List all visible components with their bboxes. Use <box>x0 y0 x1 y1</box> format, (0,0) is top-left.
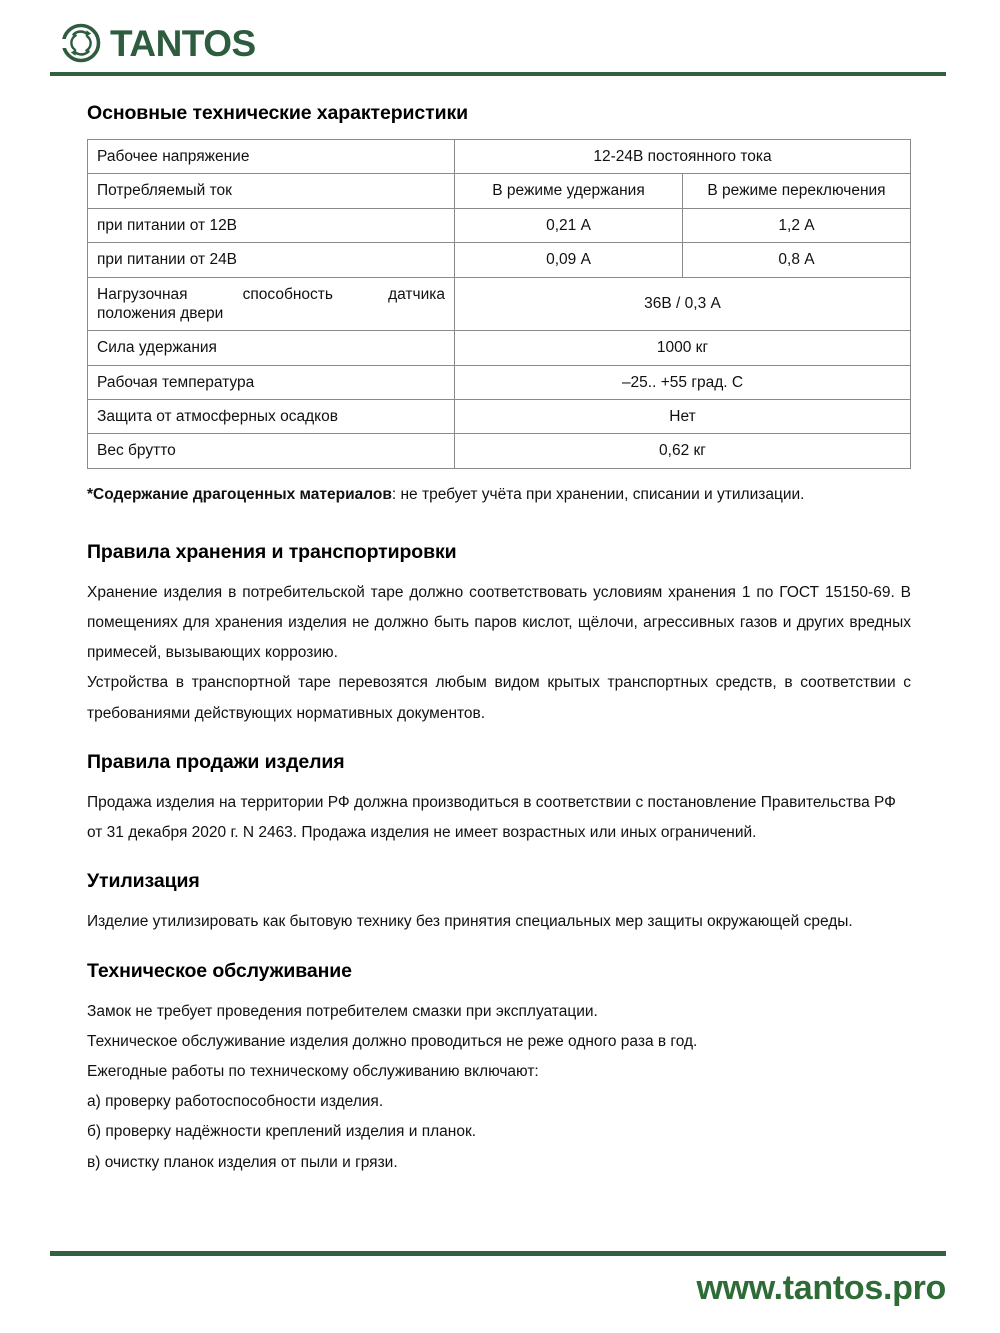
sales-section-title: Правила продажи изделия <box>87 750 345 773</box>
spec-label: Рабочая температура <box>88 365 455 399</box>
spec-label-line-2: положения двери <box>97 304 224 322</box>
spec-label: при питании от 12В <box>88 208 455 242</box>
spec-value: 0,8 А <box>683 243 911 277</box>
list-item: в) очистку планок изделия от пыли и грязи. <box>87 1153 398 1171</box>
storage-paragraph-2: Устройства в транспортной таре перевозятся любым видом крытых транспортных средств, в соответствии с требованиями действующих нормативных документов. <box>87 674 911 722</box>
spec-value: Нет <box>455 400 911 434</box>
spec-label: Рабочее напряжение <box>88 140 455 174</box>
spec-value: –25.. +55 град. С <box>455 365 911 399</box>
note-bold-part: *Содержание драгоценных материалов <box>87 485 392 503</box>
table-row <box>88 174 911 208</box>
specifications-table <box>87 139 911 469</box>
note-rest-part: : не требует учёта при хранении, списании и утилизации. <box>391 485 805 503</box>
maintenance-section-title: Техническое обслуживание <box>87 959 352 982</box>
table-row <box>88 434 911 468</box>
table-row <box>88 331 911 365</box>
page-header <box>0 0 1000 82</box>
spec-label-line-1: Нагрузочная способность датчика <box>97 285 445 303</box>
document-content <box>87 102 911 1178</box>
spec-value: 1000 кг <box>455 331 911 365</box>
maintenance-paragraph-1: Замок не требует проведения потребителем смазки при эксплуатации. <box>87 1002 598 1020</box>
list-item: а) проверку работоспособности изделия. <box>87 1093 384 1111</box>
brand-logo <box>60 22 256 64</box>
spec-value-hold-mode: В режиме удержания <box>455 174 683 208</box>
spec-label: Потребляемый ток <box>88 174 455 208</box>
page-footer <box>0 1245 1000 1333</box>
brand-wordmark: TANTOS <box>110 22 256 64</box>
sales-paragraph-1: Продажа изделия на территории РФ должна производиться в соответствии с постановление Правительства РФ от 31 декабря 2020 г. N 2463. Продажа изделия не имеет возрастных или иных ограничений. <box>87 793 896 842</box>
header-divider <box>50 72 946 76</box>
spec-value: 1,2 А <box>683 208 911 242</box>
footer-divider <box>50 1251 946 1256</box>
spec-label: Вес брутто <box>88 434 455 468</box>
table-row <box>88 277 911 331</box>
storage-paragraph-1: Хранение изделия в потребительской таре должно соответствовать условиям хранения 1 по ГОСТ 15150-69. В помещениях для хранения изделия не должно быть паров кислот, щёлочи, агрессивных газов и других вредных примесей, вызывающих коррозию. <box>87 583 911 662</box>
spec-value: 36В / 0,3 А <box>455 277 911 331</box>
table-row <box>88 208 911 242</box>
spec-section-title: Основные технические характеристики <box>87 102 469 124</box>
spec-label: при питании от 24В <box>88 243 455 277</box>
spec-value: 0,09 А <box>455 243 683 277</box>
spec-label: Защита от атмосферных осадков <box>88 400 455 434</box>
spec-value: 0,62 кг <box>455 434 911 468</box>
website-url[interactable]: www.tantos.pro <box>696 1269 946 1307</box>
disposal-paragraph-1: Изделие утилизировать как бытовую технику без принятия специальных мер защиты окружающей среды. <box>87 913 853 931</box>
spec-label <box>88 277 455 331</box>
table-row <box>88 400 911 434</box>
disposal-section <box>87 870 911 937</box>
list-item: б) проверку надёжности креплений изделия и планок. <box>87 1123 477 1141</box>
disposal-section-title: Утилизация <box>87 870 200 893</box>
table-row <box>88 243 911 277</box>
table-row <box>88 140 911 174</box>
precious-materials-note <box>87 483 911 507</box>
storage-section-title: Правила хранения и транспортировки <box>87 540 457 563</box>
table-row <box>88 365 911 399</box>
spec-value-switch-mode: В режиме переключения <box>683 174 911 208</box>
spec-label: Сила удержания <box>88 331 455 365</box>
sales-section <box>87 751 911 848</box>
maintenance-paragraph-3: Ежегодные работы по техническому обслуживанию включают: <box>87 1062 539 1080</box>
spec-value: 0,21 А <box>455 208 683 242</box>
spec-value: 12-24В постоянного тока <box>455 140 911 174</box>
storage-section <box>87 541 911 729</box>
tantos-circular-arrows-logo-icon <box>60 22 102 64</box>
maintenance-section <box>87 960 911 1178</box>
maintenance-paragraph-2: Техническое обслуживание изделия должно проводиться не реже одного раза в год. <box>87 1032 698 1050</box>
